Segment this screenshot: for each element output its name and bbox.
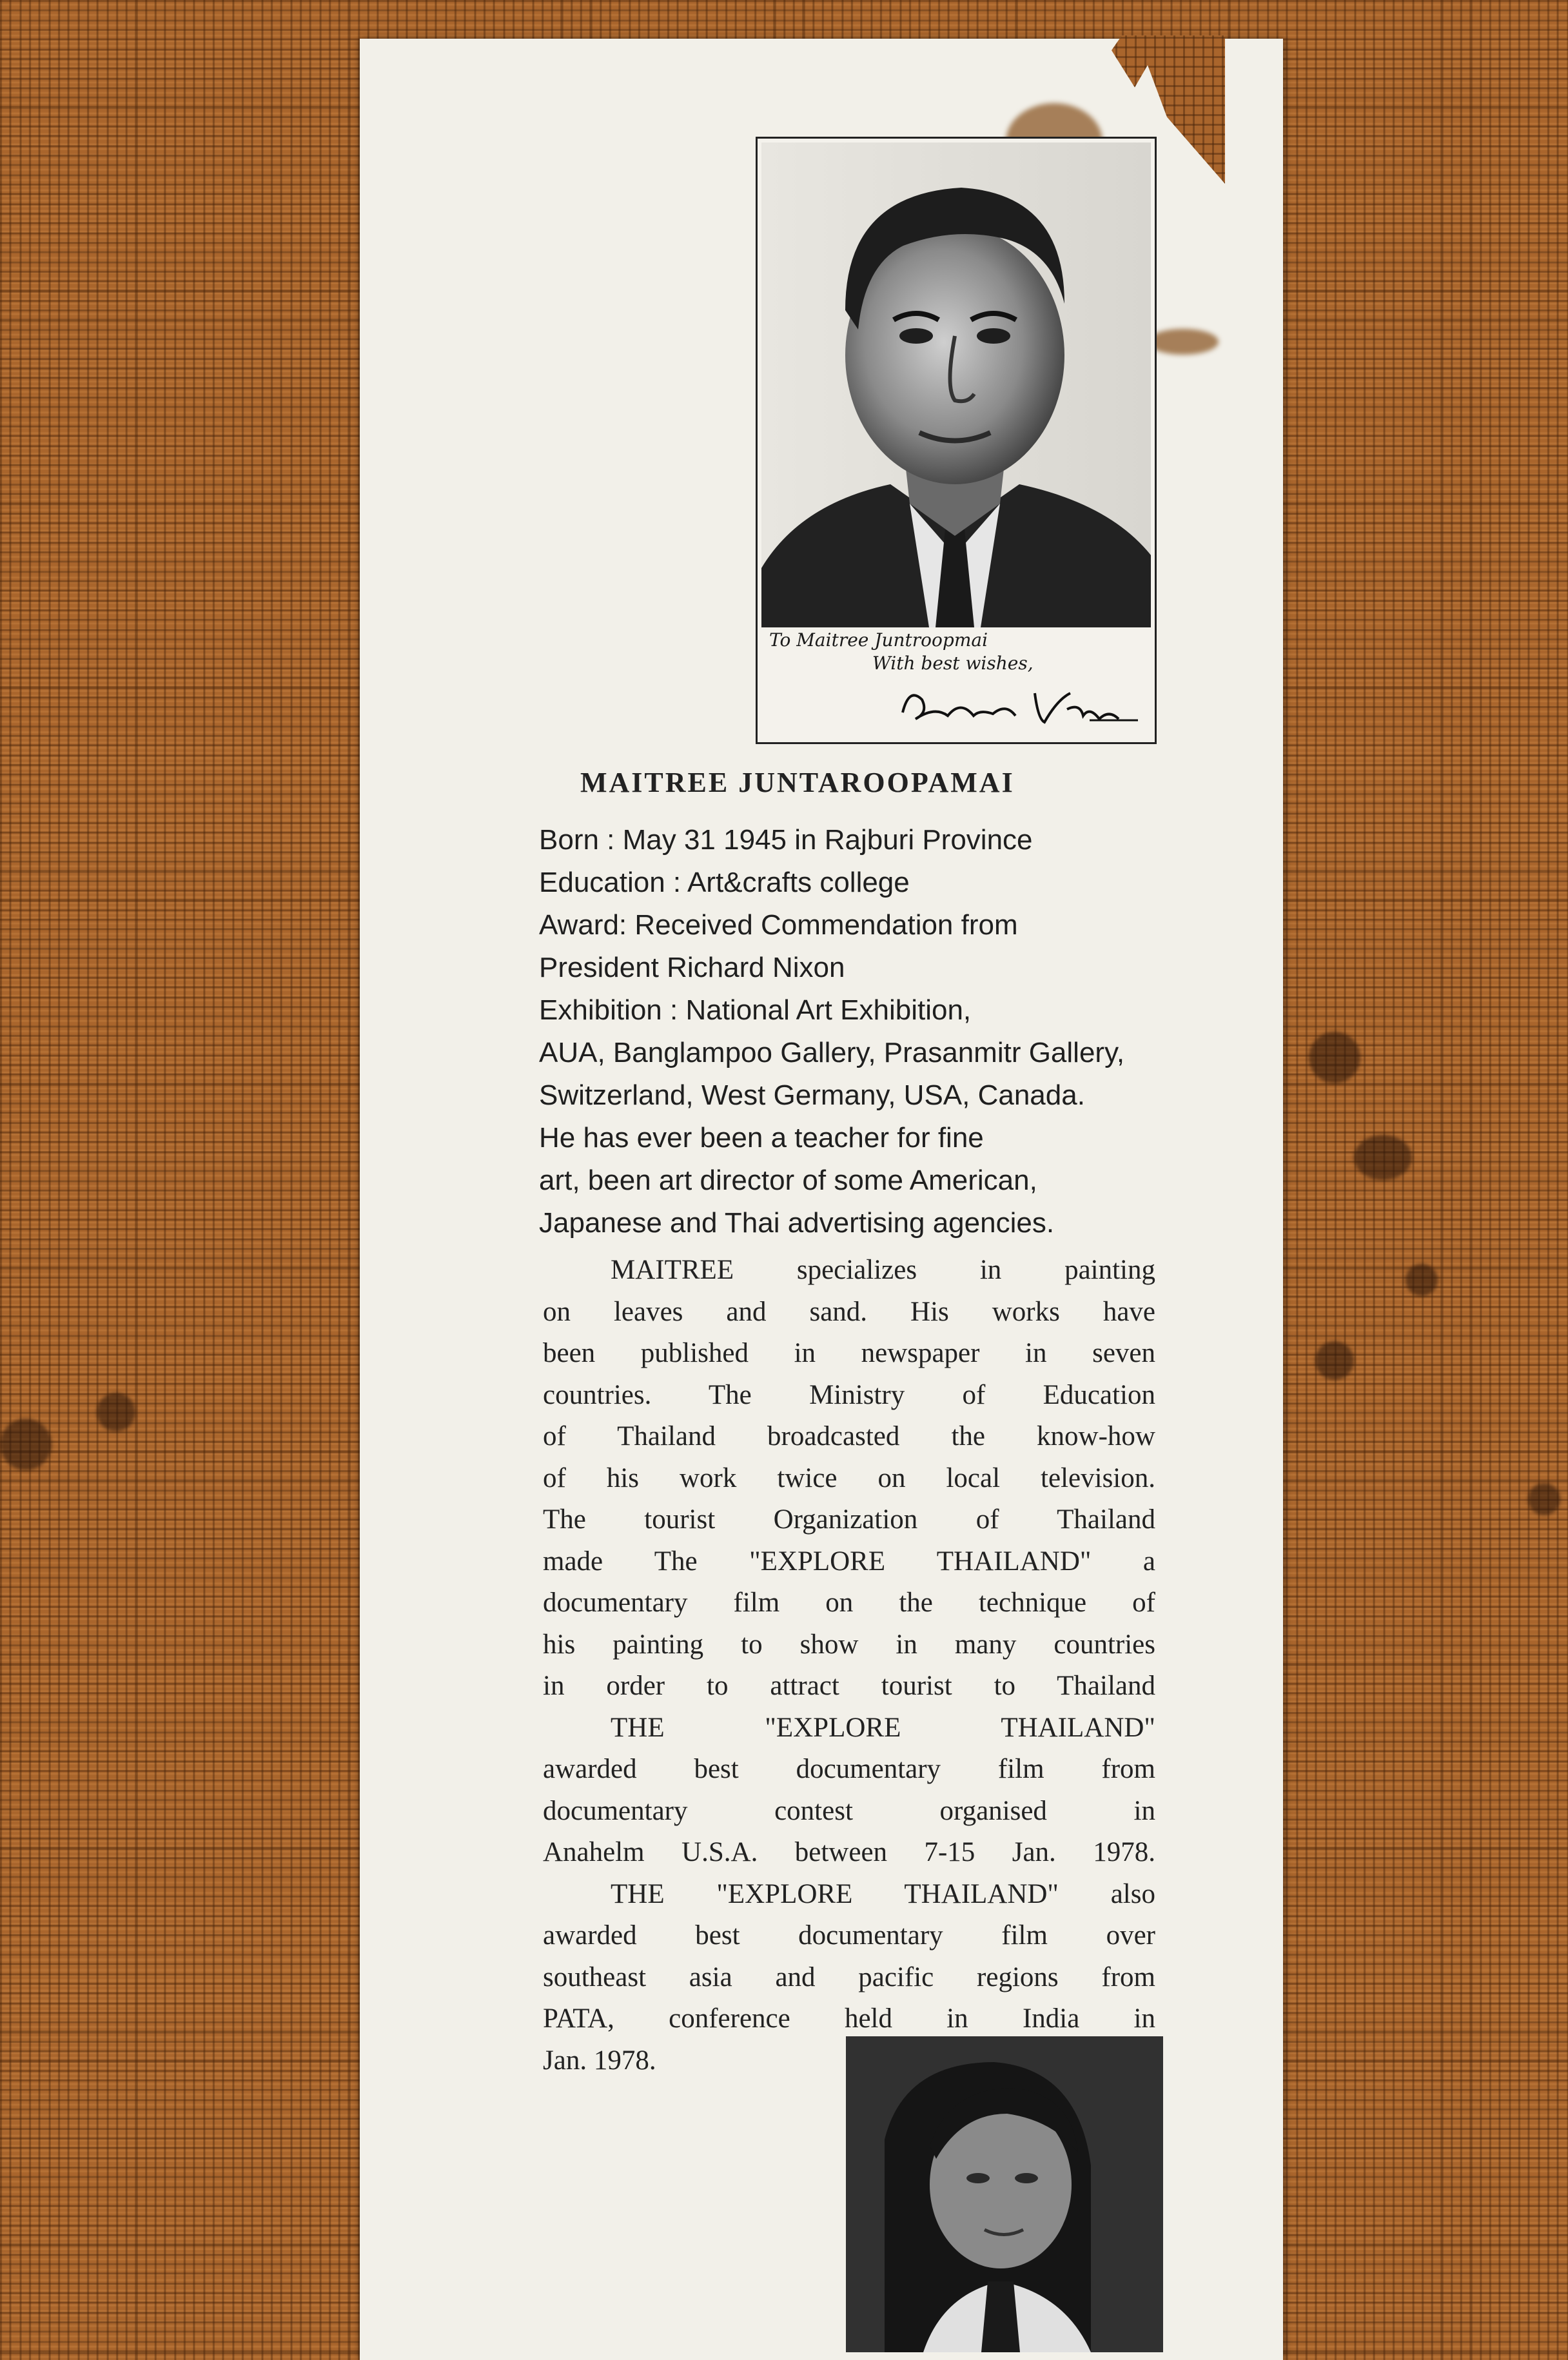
paragraph bbox=[543, 1250, 1155, 1707]
artist-name-heading: MAITREE JUNTAROOPAMAI bbox=[580, 767, 1015, 798]
article-line: made The "EXPLORE THAILAND" a bbox=[543, 1546, 1155, 1577]
board-stain bbox=[0, 1419, 52, 1470]
paper-stain bbox=[1148, 329, 1219, 355]
article-line: southeast asia and pacific regions from bbox=[543, 1962, 1155, 1992]
inscription-line-2: With best wishes, bbox=[872, 653, 1034, 674]
board-stain bbox=[1354, 1135, 1412, 1180]
article-line: documentary contest organised in bbox=[543, 1795, 1155, 1826]
bio-line: Born : May 31 1945 in Rajburi Province bbox=[539, 824, 1033, 856]
portrait-photo bbox=[756, 137, 1157, 744]
handwritten-signature bbox=[896, 680, 1141, 732]
article-line: of Thailand broadcasted the know-how bbox=[543, 1421, 1155, 1451]
article-line: been published in newspaper in seven bbox=[543, 1338, 1155, 1368]
portrait-image bbox=[761, 143, 1151, 627]
bio-block bbox=[539, 819, 1158, 1244]
bio-line: Switzerland, West Germany, USA, Canada. bbox=[539, 1079, 1085, 1111]
article-line: his painting to show in many countries bbox=[543, 1629, 1155, 1660]
article-body bbox=[543, 1250, 1155, 2081]
bio-line: He has ever been a teacher for fine bbox=[539, 1122, 984, 1154]
inscription-line-1: To Maitree Juntroopmai bbox=[769, 629, 988, 651]
article-line: THE "EXPLORE THAILAND" bbox=[611, 1712, 1155, 1743]
article-line: in order to attract tourist to Thailand bbox=[543, 1671, 1155, 1701]
board-stain bbox=[1315, 1341, 1354, 1380]
bio-line: Japanese and Thai advertising agencies. bbox=[539, 1207, 1055, 1239]
article-line: awarded best documentary film from bbox=[543, 1754, 1155, 1784]
article-line: countries. The Ministry of Education bbox=[543, 1379, 1155, 1410]
bio-line: Exhibition : National Art Exhibition, bbox=[539, 994, 972, 1026]
article-line: on leaves and sand. His works have bbox=[543, 1296, 1155, 1327]
bio-line: Education : Art&crafts college bbox=[539, 867, 910, 898]
article-line: The tourist Organization of Thailand bbox=[543, 1504, 1155, 1535]
article-line: Jan. 1978. bbox=[543, 2045, 656, 2076]
article-line: THE "EXPLORE THAILAND" also bbox=[611, 1878, 1155, 1909]
board-stain bbox=[97, 1393, 135, 1431]
board-stain bbox=[1528, 1483, 1560, 1515]
board-stain bbox=[1309, 1032, 1360, 1083]
article-line: Anahelm U.S.A. between 7-15 Jan. 1978. bbox=[543, 1837, 1155, 1867]
bio-line: art, been art director of some American, bbox=[539, 1165, 1037, 1196]
photo-inscription bbox=[769, 629, 1143, 675]
bio-line: AUA, Banglampoo Gallery, Prasanmitr Gallery, bbox=[539, 1037, 1125, 1068]
bio-line: Award: Received Commendation from bbox=[539, 909, 1018, 941]
article-line: awarded best documentary film over bbox=[543, 1920, 1155, 1951]
article-line: documentary film on the technique of bbox=[543, 1588, 1155, 1618]
artist-photo bbox=[846, 2036, 1163, 2352]
article-line: MAITREE specializes in painting bbox=[611, 1255, 1155, 1285]
artist-portrait-image bbox=[846, 2036, 1163, 2352]
article-line: of his work twice on local television. bbox=[543, 1462, 1155, 1493]
bio-line: President Richard Nixon bbox=[539, 952, 845, 983]
paragraph bbox=[543, 1707, 1155, 1874]
article-line: PATA, conference held in India in bbox=[543, 2003, 1155, 2034]
board-stain bbox=[1406, 1264, 1438, 1296]
